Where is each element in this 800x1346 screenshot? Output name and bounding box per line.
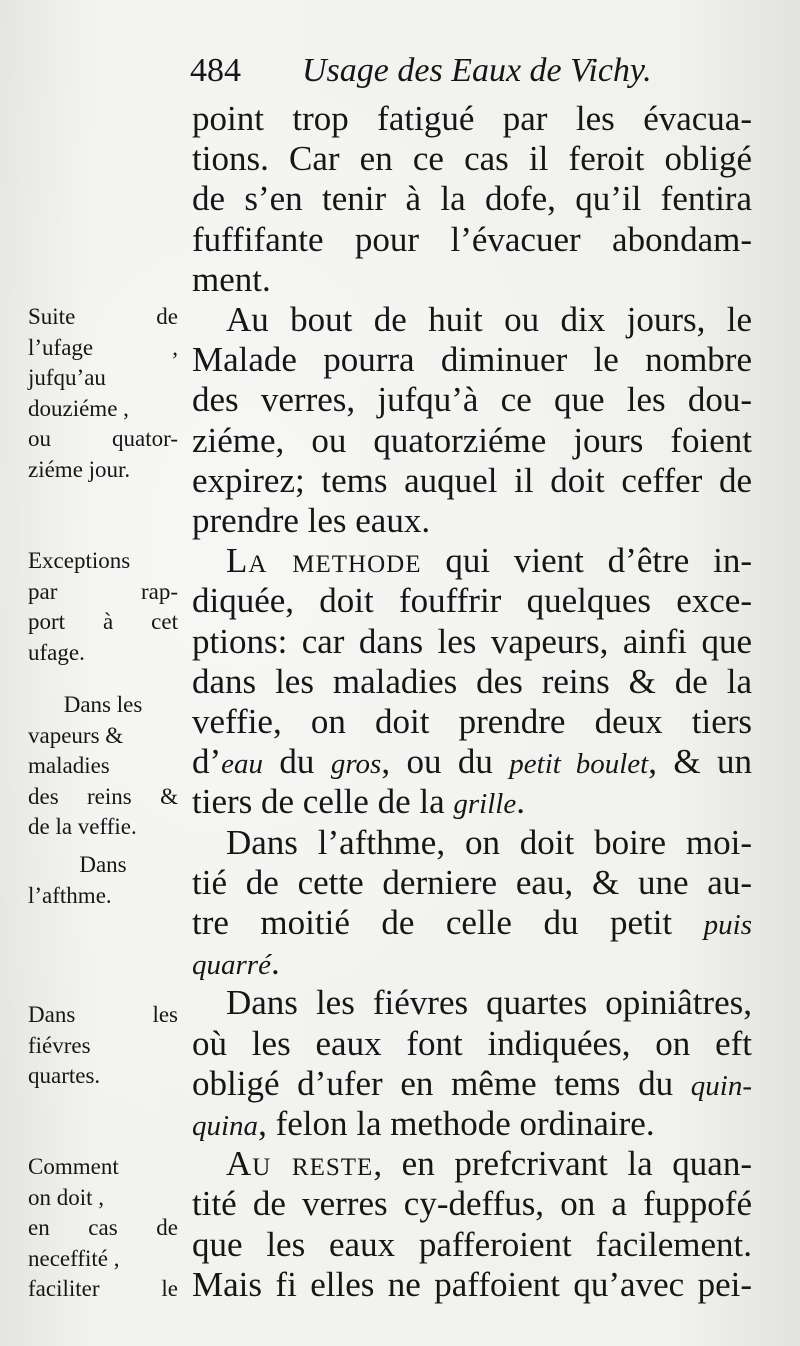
text-span: que les eaux pafferoient facilement. [192, 1224, 752, 1264]
margin-note-line: par rap- [28, 578, 178, 604]
margin-note-vapeurs [28, 690, 178, 843]
small-caps-text: Au reste [226, 1144, 374, 1184]
text-line [192, 1063, 752, 1105]
small-caps-text: La methode [226, 541, 422, 581]
text-span: tiers de celle de la [192, 782, 454, 822]
italic-text: puis [703, 909, 752, 941]
margin-note-line: Comment [28, 1154, 119, 1179]
text-line [192, 219, 752, 261]
text-line [192, 1264, 752, 1306]
text-span: Malade pourra diminuer le nombre [192, 340, 752, 380]
margin-note-line: l’afthme. [28, 882, 112, 908]
margin-note-line: ufage. [28, 639, 85, 665]
text-span: tité de verres cy-deffus, on a fuppofé [192, 1184, 752, 1224]
margin-note-comment [28, 1152, 178, 1305]
text-span: qui vient d’être in- [421, 541, 752, 581]
text-span: des verres, jufqu’à ce que les dou- [192, 380, 752, 420]
margin-note-line: maladies [28, 753, 110, 778]
margin-note-exceptions [28, 546, 178, 668]
text-span: ptions: car dans les vapeurs, ainfi que [192, 621, 752, 661]
italic-text: quarré [192, 949, 271, 982]
text-line [192, 580, 752, 622]
text-span: tions. Car en ce cas il feroit obligé [192, 139, 752, 179]
text-span: veffie, on doit prendre deux tiers [192, 702, 752, 741]
text-line [192, 339, 752, 381]
text-line [192, 500, 752, 542]
text-line [192, 1023, 752, 1065]
text-span: , ou du [381, 742, 510, 782]
text-span: Dans les fiévres quartes opiniâtres, [226, 983, 752, 1023]
text-span: tié de cette derniere eau, & une au- [192, 862, 752, 902]
text-line [192, 1103, 752, 1145]
margin-note-line: Dans les [63, 692, 143, 717]
text-line [192, 862, 752, 904]
margin-note-line: ziéme jour. [28, 456, 131, 482]
margin-note-line: port à cet [28, 609, 178, 634]
text-span: expirez; tems auquel il doit ceffer de [192, 460, 752, 500]
text-span: diquée, doit fouffrir quelques exce- [192, 581, 752, 621]
text-line [226, 299, 752, 341]
margin-note-line: l’ufage , [28, 334, 178, 360]
text-span: fuffifante pour l’évacuer abondam- [192, 219, 752, 259]
text-line [192, 741, 752, 783]
margin-note-line: Dans les [28, 1002, 178, 1027]
margin-note-line: faciliter le [28, 1276, 178, 1301]
text-line [192, 420, 752, 462]
text-span: tre moitié de celle du petit [192, 903, 704, 942]
italic-text: quin- [690, 1069, 752, 1102]
running-title: Usage des Eaux de Vichy. [302, 52, 652, 89]
text-line [192, 379, 752, 421]
margin-note-line: quartes. [28, 1063, 101, 1088]
text-span: , en prefcrivant la quan- [373, 1144, 752, 1184]
text-span: où les eaux font indiquées, on eft [192, 1023, 752, 1063]
margin-note-line: Dans [79, 852, 127, 877]
text-span: de s’en tenir à la dofe, qu’il fentira [192, 179, 752, 219]
margin-note-line: Suite de [28, 304, 178, 329]
text-line [192, 1224, 752, 1266]
text-span: dans les maladies des reins & de la [192, 661, 752, 701]
italic-text: petit boulet [509, 748, 649, 781]
text-line [192, 1183, 752, 1225]
margin-note-asthme [28, 850, 178, 911]
text-line [226, 982, 752, 1024]
page-number: 484 [190, 52, 241, 89]
text-line [192, 98, 752, 140]
margin-note-line: on doit , [28, 1184, 105, 1210]
italic-text: quina [192, 1110, 259, 1142]
italic-text: eau [221, 748, 264, 781]
text-line [192, 138, 752, 180]
text-line [226, 822, 752, 864]
text-span: obligé d’ufer en même tems du [192, 1063, 691, 1103]
text-span: , felon la methode ordinaire. [258, 1104, 655, 1143]
italic-text: grille [453, 788, 517, 821]
text-span: Dans l’afthme, on doit boire moi- [226, 822, 752, 862]
text-span: Mais fi elles ne paffoient qu’avec pei- [192, 1264, 752, 1304]
margin-note-suite-usage [28, 302, 178, 485]
margin-note-line: jufqu’au [28, 365, 106, 390]
margin-note-line: fiévres [28, 1032, 91, 1058]
margin-note-line: neceffité , [28, 1245, 120, 1271]
margin-note-line: des reins & [28, 783, 178, 809]
margin-note-line: ou quator- [28, 426, 178, 451]
text-line [226, 540, 752, 582]
text-line [192, 781, 752, 823]
text-span: du [263, 742, 331, 782]
text-line [192, 701, 752, 743]
text-span: Au bout de huit ou dix jours, le [226, 300, 752, 339]
margin-note-fievres [28, 1000, 178, 1092]
margin-note-line: vapeurs & [28, 722, 124, 748]
margin-note-line: de la veffie. [28, 814, 137, 839]
margin-note-line: douziéme , [28, 395, 129, 421]
text-span: ziéme, ou quatorziéme jours foient [192, 420, 752, 460]
text-span: . [516, 782, 525, 822]
text-span: , & un [648, 742, 753, 782]
margin-note-line: en cas de [28, 1215, 178, 1240]
text-line [192, 902, 752, 944]
text-line [192, 178, 752, 220]
page-header [190, 52, 660, 100]
text-line [192, 661, 752, 703]
margin-note-line: Exceptions [28, 548, 131, 573]
text-line [192, 942, 752, 984]
text-span: d’ [192, 742, 222, 782]
italic-text: gros [330, 748, 382, 781]
text-span: prendre les eaux. [192, 501, 431, 540]
text-line [192, 259, 752, 301]
text-span: point trop fatigué par les évacua- [192, 99, 752, 138]
text-span: . [270, 943, 280, 983]
text-line [226, 1143, 752, 1185]
text-line [192, 460, 752, 502]
text-line [192, 621, 752, 663]
text-span: ment. [192, 259, 271, 299]
